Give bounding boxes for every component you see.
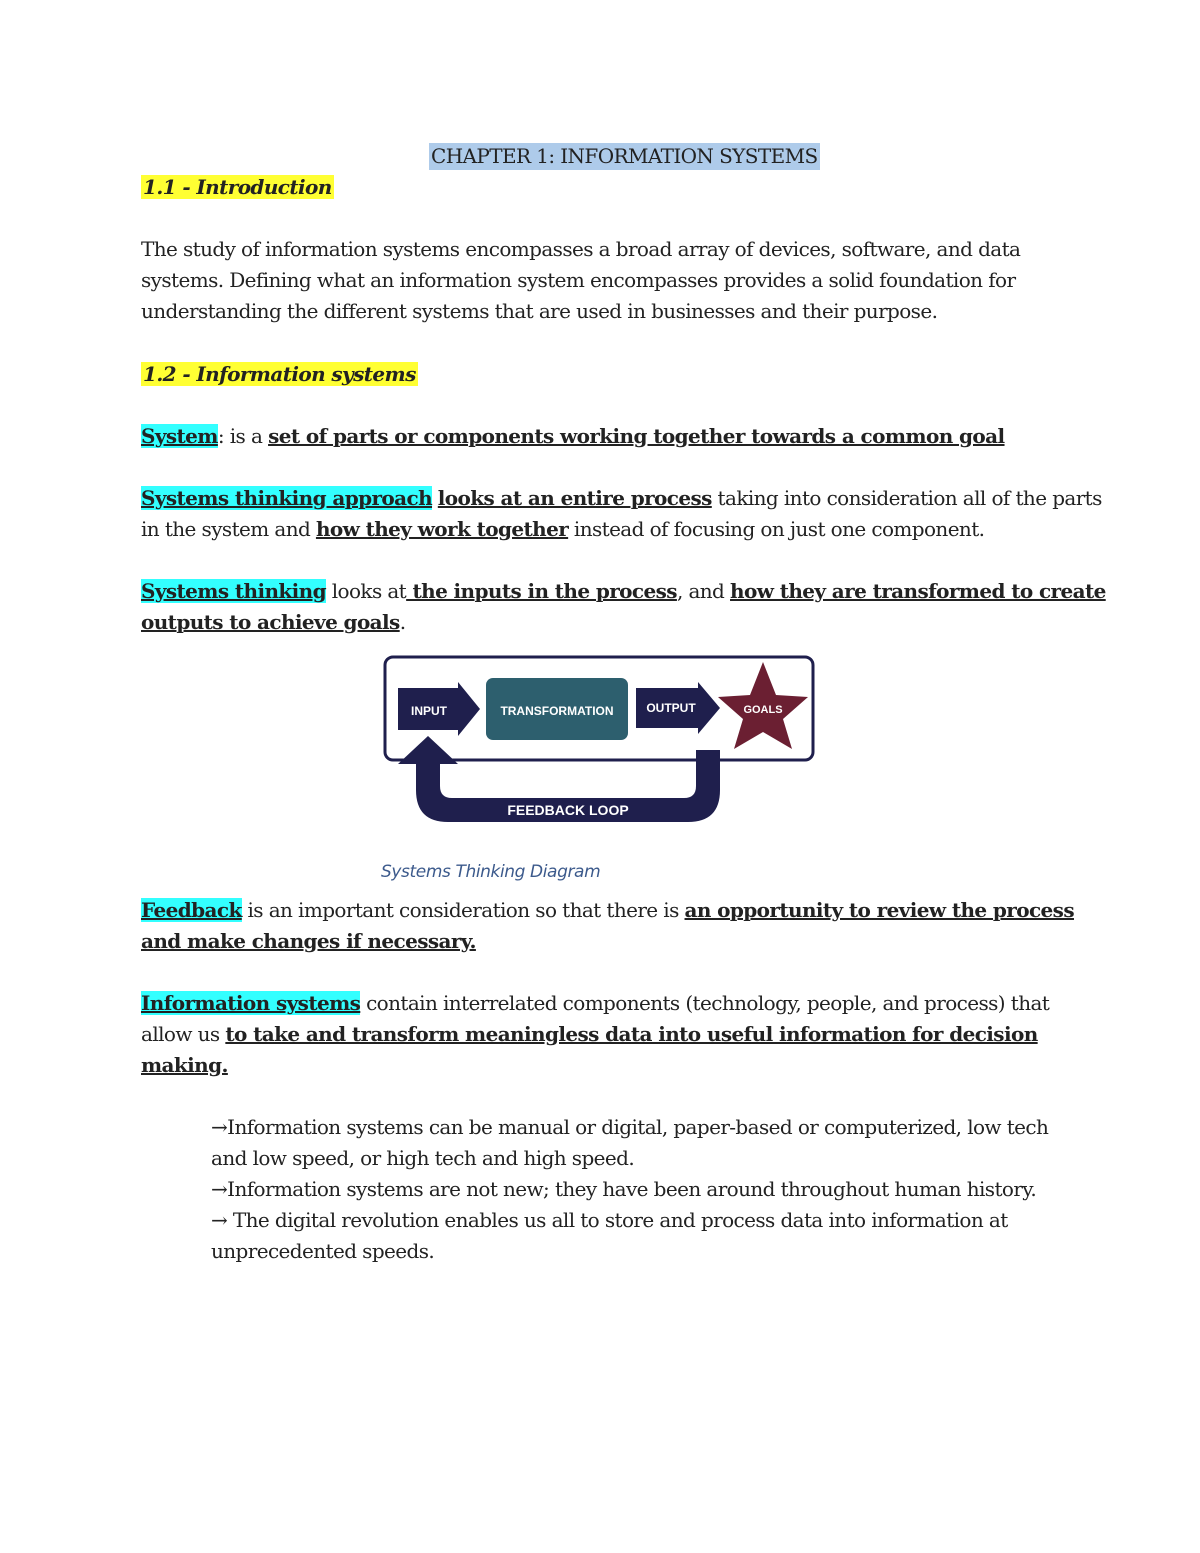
system-definition xyxy=(141,421,1005,452)
diagram-feedback-label: FEEDBACK LOOP xyxy=(507,802,629,818)
heading-information-systems xyxy=(141,359,418,390)
term-systems-thinking: Systems thinking xyxy=(141,579,326,603)
st-key-2: how they are transformed to create xyxy=(730,579,1106,603)
term-systems-thinking-approach: Systems thinking approach xyxy=(141,486,433,510)
st-line-2 xyxy=(141,607,405,638)
bullet-3-line-1: → The digital revolution enables us all to store and process data into information at xyxy=(211,1208,1008,1232)
st-line-1 xyxy=(141,576,1106,607)
page-title: CHAPTER 1: INFORMATION SYSTEMS xyxy=(431,144,818,168)
bullet-1-line-1: →Information systems can be manual or digital, paper-based or computerized, low tech xyxy=(211,1115,1049,1139)
feedback-line-1 xyxy=(141,895,1074,926)
term-information-systems: Information systems xyxy=(141,991,361,1015)
is-text-2: allow us xyxy=(141,1022,226,1046)
diagram-transformation-label: TRANSFORMATION xyxy=(500,704,614,718)
is-key-2: making. xyxy=(141,1053,228,1077)
diagram-caption: Systems Thinking Diagram xyxy=(381,862,601,882)
diagram-goals-label: GOALS xyxy=(743,704,783,716)
bullet-3-line-2: unprecedented speeds. xyxy=(211,1239,435,1263)
feedback-key-2: and make changes if necessary. xyxy=(141,929,476,953)
term-feedback: Feedback xyxy=(141,898,242,922)
heading-introduction xyxy=(141,172,334,203)
system-def: set of parts or components working together towards a common goal xyxy=(268,424,1005,448)
sta-line-2 xyxy=(141,514,984,545)
system-mid: : is a xyxy=(217,424,269,448)
diagram-input-label: INPUT xyxy=(411,704,447,718)
sta-line-1 xyxy=(141,483,1102,514)
is-key-1: to take and transform meaningless data into useful information for decision xyxy=(225,1022,1038,1046)
is-line-2 xyxy=(141,1019,1038,1050)
st-text-1: looks at xyxy=(325,579,407,603)
st-text-3: . xyxy=(399,610,406,634)
is-line-1 xyxy=(141,988,1049,1019)
feedback-key-1: an opportunity to review the process xyxy=(684,898,1074,922)
heading-introduction-text: 1.1 - Introduction xyxy=(143,175,332,199)
st-text-2: , and xyxy=(676,579,731,603)
bullet-1-line-2: and low speed, or high tech and high speed. xyxy=(211,1146,635,1170)
is-text-1: contain interrelated components (technology, people, and process) that xyxy=(360,991,1050,1015)
st-key-1: the inputs in the process xyxy=(406,579,677,603)
sta-text-3: instead of focusing on just one component. xyxy=(568,517,985,541)
sta-key-1: looks at an entire process xyxy=(437,486,712,510)
diagram-output-label: OUTPUT xyxy=(646,701,696,715)
is-line-3 xyxy=(141,1050,228,1081)
st-key-3: outputs to achieve goals xyxy=(141,610,400,634)
sta-key-2: how they work together xyxy=(315,517,569,541)
term-system: System xyxy=(141,424,218,448)
bullet-2: →Information systems are not new; they have been around throughout human history. xyxy=(211,1177,1037,1201)
intro-line-2: systems. Defining what an information system encompasses provides a solid foundation for xyxy=(141,268,1016,292)
heading-information-systems-text: 1.2 - Information systems xyxy=(143,362,416,386)
sta-text-1: taking into consideration all of the parts xyxy=(711,486,1102,510)
intro-line-1: The study of information systems encompasses a broad array of devices, software, and data xyxy=(141,237,1021,261)
feedback-text-1: is an important consideration so that there is xyxy=(241,898,685,922)
systems-thinking-diagram xyxy=(380,652,820,832)
sta-text-2: in the system and xyxy=(141,517,316,541)
feedback-line-2 xyxy=(141,926,476,957)
intro-line-3: understanding the different systems that are used in businesses and their purpose. xyxy=(141,299,938,323)
